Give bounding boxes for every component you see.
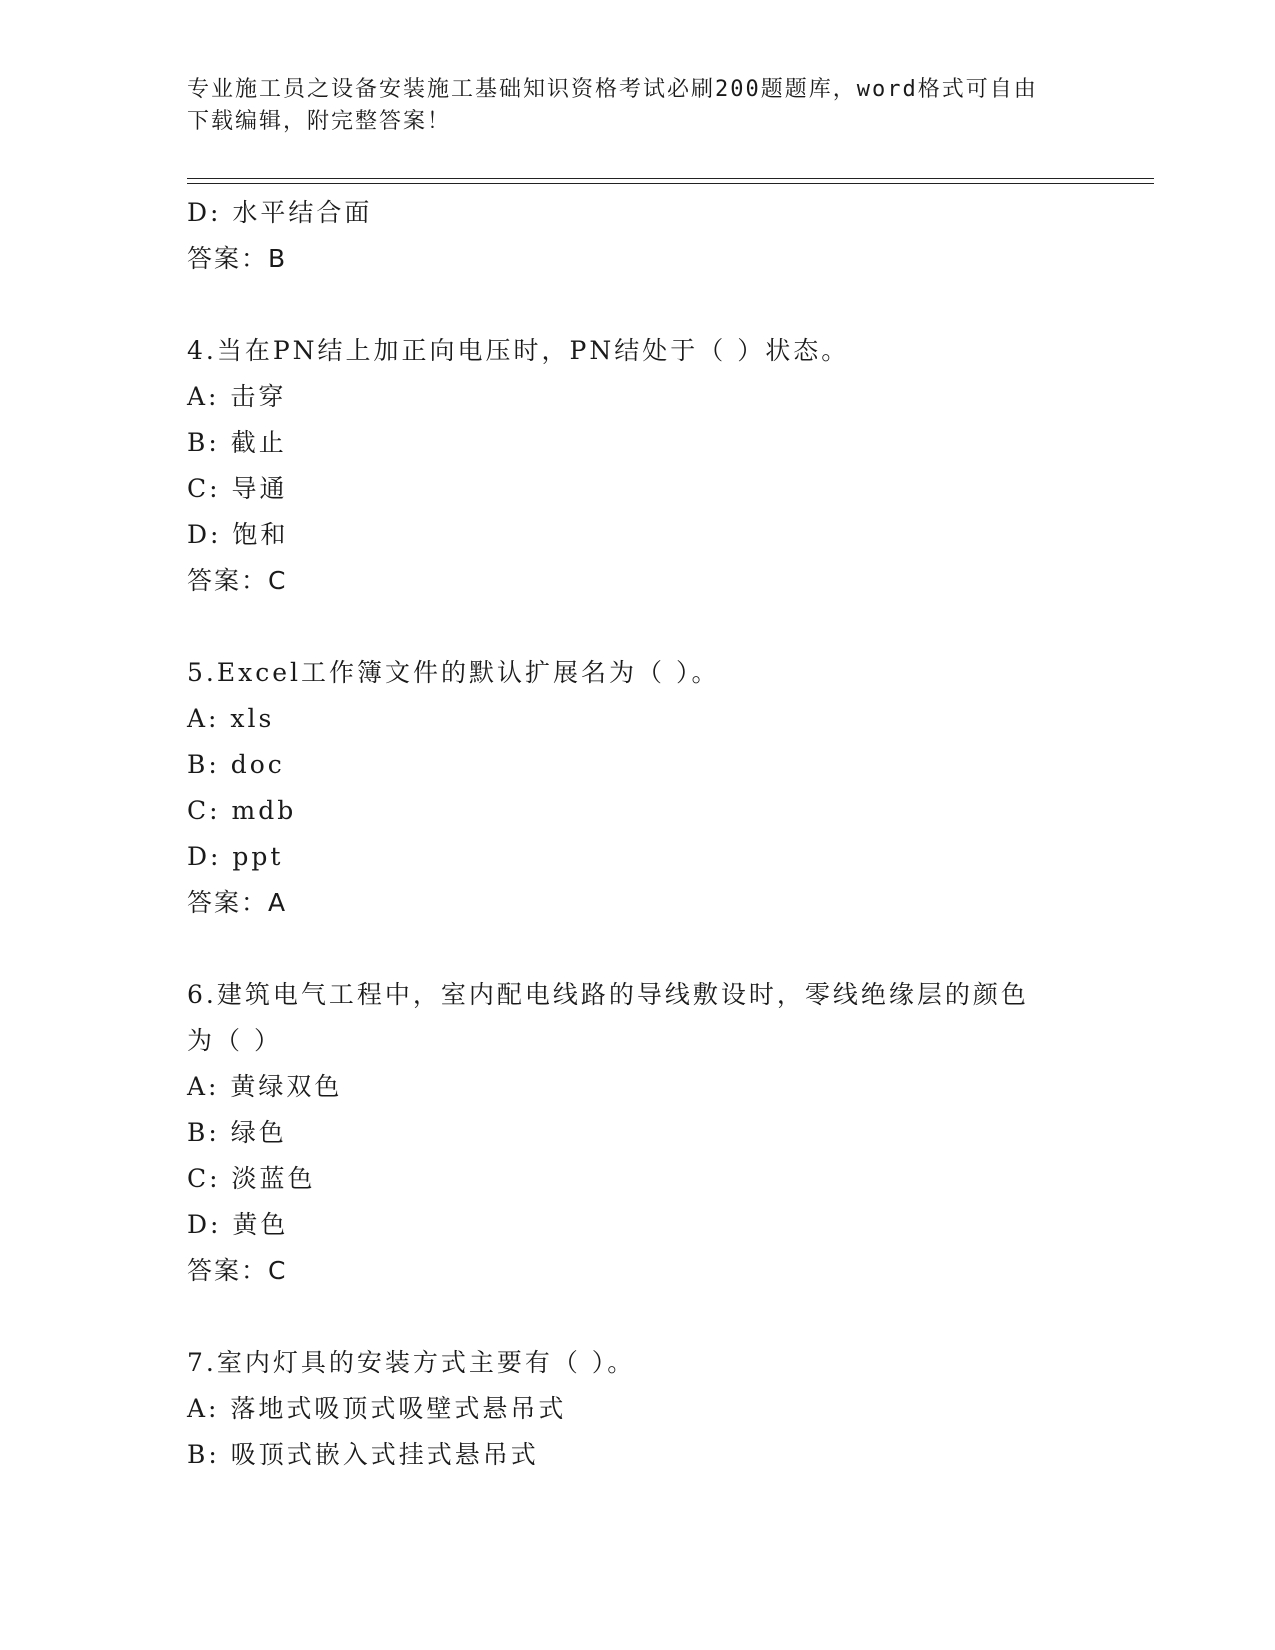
answer: 答案：A — [187, 888, 288, 917]
header-rule-bottom — [187, 183, 1154, 184]
option-a: A: xls — [187, 704, 275, 733]
option-c: C: 淡蓝色 — [187, 1164, 316, 1193]
answer: 答案：C — [187, 1256, 288, 1285]
option-d: D: ppt — [187, 842, 284, 871]
question-stem-line-1: 6.建筑电气工程中，室内配电线路的导线敷设时，零线绝缘层的颜色 — [187, 980, 1029, 1009]
question-list — [187, 190, 1147, 1478]
option-b: B: 吸顶式嵌入式挂式悬吊式 — [187, 1440, 539, 1469]
option-a: A: 黄绿双色 — [187, 1072, 343, 1101]
header-line-2: 下载编辑，附完整答案！ — [187, 109, 452, 134]
document-header — [187, 74, 1087, 138]
option-c: C: mdb — [187, 796, 297, 825]
question-stem: 4.当在PN结上加正向电压时，PN结处于（ ）状态。 — [187, 336, 850, 365]
question-stem: 7.室内灯具的安装方式主要有（ ）。 — [187, 1348, 636, 1377]
option-b: B: doc — [187, 750, 285, 779]
option-a: A: 落地式吸顶式吸壁式悬吊式 — [187, 1394, 567, 1423]
answer: 答案：B — [187, 244, 288, 273]
question-stem: 5.Excel工作簿文件的默认扩展名为（ ）。 — [187, 658, 720, 687]
header-rule-top — [187, 178, 1154, 179]
option-d: D: 黄色 — [187, 1210, 289, 1239]
header-line-1: 专业施工员之设备安装施工基础知识资格考试必刷200题题库，word格式可自由 — [187, 77, 1038, 102]
answer: 答案：C — [187, 566, 288, 595]
option-b: B: 绿色 — [187, 1118, 287, 1147]
option-d: D: 饱和 — [187, 520, 289, 549]
option-d: D: 水平结合面 — [187, 198, 373, 227]
option-b: B: 截止 — [187, 428, 287, 457]
question-stem-line-2: 为（ ） — [187, 1026, 282, 1055]
option-c: C: 导通 — [187, 474, 288, 503]
option-a: A: 击穿 — [187, 382, 287, 411]
